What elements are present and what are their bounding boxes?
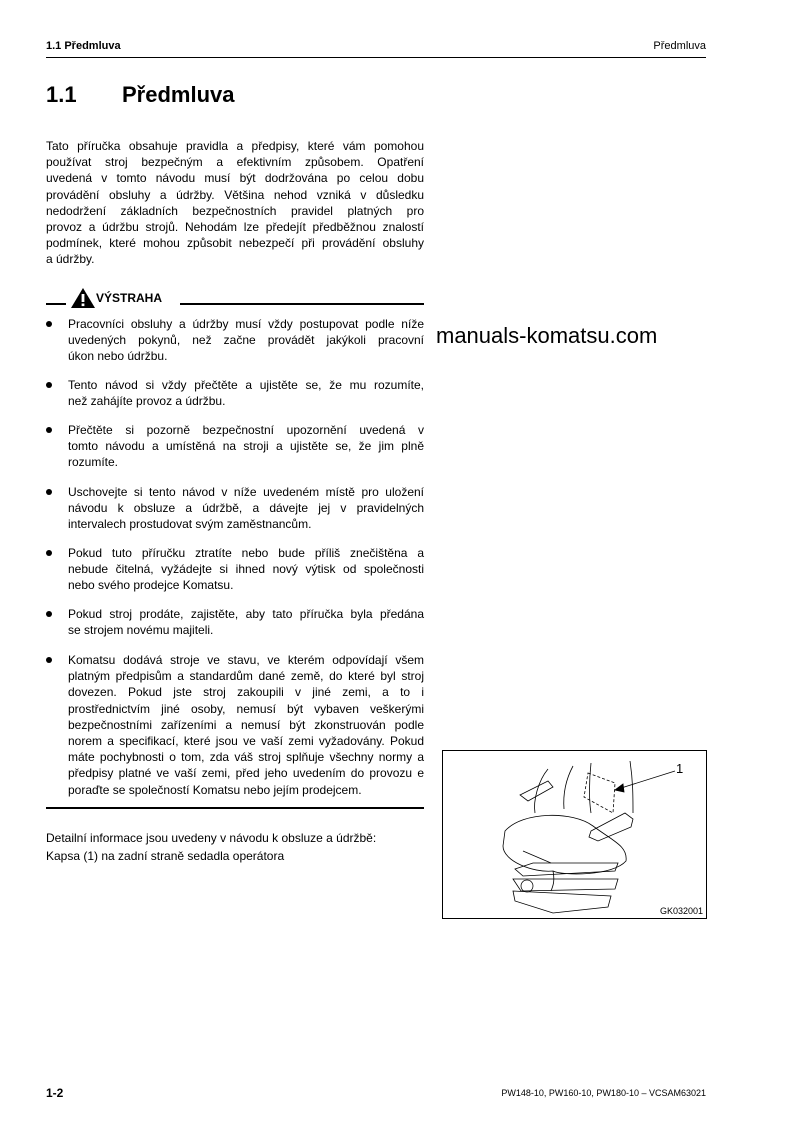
warning-bullet	[46, 422, 424, 471]
text-line: nedodržení základních bezpečnostních pravidel platných pro	[46, 203, 424, 218]
figure-callout: 1	[676, 761, 684, 776]
text-line: norem a specifikací, které jsou ve vaší zemi vyžadovány. Pokud	[68, 734, 424, 749]
warning-rule-left	[46, 303, 66, 305]
bullet-dot-icon	[46, 611, 52, 617]
title-number: 1.1	[46, 82, 77, 107]
text-line: Tato příručka obsahuje pravidla a předpisy, které vám pomohou	[46, 139, 424, 153]
operator-seat-illustration	[443, 751, 706, 918]
text-line: uvedených pokynů, než začne provádět jakýkoli pracovní	[68, 333, 424, 348]
text-line: rozumíte.	[68, 455, 119, 470]
warning-bullet	[46, 652, 424, 798]
text-line: Komatsu dodává stroje ve stavu, ve kterém odpovídají všem	[68, 653, 424, 667]
text-line: podmínek, které mohou způsobit nebezpečí při provádění obsluhy	[46, 236, 424, 251]
text-line: tomto návodu a umístěná na stroji a ujistěte se, že jim plně	[68, 439, 424, 454]
text-line: uvedená v tomto návodu musí být dodržována po celou dobu	[46, 171, 424, 186]
text-line: provoz a údržbu strojů. Nehodám lze předejít předběžnou znalostí	[46, 220, 424, 235]
text-line: Uschovejte si tento návod v níže uvedeném místě pro uložení	[68, 485, 424, 499]
title-text: Předmluva	[122, 82, 235, 107]
detail-paragraph	[46, 829, 376, 865]
text-line: Pokud stroj prodáte, zajistěte, aby tato příručka byla předána	[68, 607, 424, 621]
text-line: intervalech prostudovat svým zaměstnancům.	[68, 517, 312, 532]
warning-label: VÝSTRAHA	[96, 291, 163, 305]
bullet-dot-icon	[46, 382, 52, 388]
text-line: Tento návod si vždy přečtěte a ujistěte se, že mu rozumíte,	[68, 378, 424, 392]
text-line: Přečtěte si pozorně bezpečnostní upozornění uvedená v	[68, 423, 424, 437]
warning-triangle-icon	[70, 287, 96, 309]
text-line: platným předpisům a standardům dané země, do které byl stroj	[68, 669, 424, 684]
warning-bullet	[46, 316, 424, 365]
text-line: se strojem novému majiteli.	[68, 623, 214, 638]
warning-bullet	[46, 377, 424, 409]
figure-code: GK032001	[659, 906, 703, 916]
text-line: Pracovníci obsluhy a údržby musí vždy postupovat podle níže	[68, 317, 424, 331]
warning-bullet	[46, 484, 424, 533]
text-line: máte pochybnosti o tom, zda váš stroj splňuje všechny normy a	[68, 750, 424, 765]
text-line: prostřednictvím jiné osoby, nemusí být vybaven veškerými	[68, 701, 424, 716]
header-section: 1.1 Předmluva	[46, 40, 121, 52]
header-right: Předmluva	[653, 40, 706, 52]
text-line: úkon nebo údržbu.	[68, 349, 168, 364]
warning-end-rule	[46, 807, 424, 809]
text-line: poraďte se společností Komatsu nebo jejím prodejcem.	[68, 782, 362, 797]
footer-models: PW148-10, PW160-10, PW180-10 – VCSAM63021	[501, 1088, 706, 1098]
text-line: provádění obsluhy a údržby. Většina nehod vzniká v důsledku	[46, 187, 424, 202]
page-number: 1-2	[46, 1086, 64, 1100]
text-line: předpisy platné ve vaší zemi, před jeho uvedením do provozu e	[68, 766, 424, 781]
warning-rule-right	[180, 303, 424, 305]
text-line: Pokud tuto příručku ztratíte nebo bude příliš znečištěna a	[68, 546, 424, 560]
warning-bullet	[46, 606, 424, 638]
text-line: bezpečnostními zařízeními a nemusí být zkonstruován podle	[68, 717, 424, 732]
warning-heading	[46, 290, 424, 310]
text-line: dovezen. Pokud jste stroj zakoupili v jiné zemi, a to i	[68, 685, 424, 700]
text-line: Kapsa (1) na zadní straně sedadla operátora	[46, 849, 285, 863]
bullet-dot-icon	[46, 321, 52, 327]
bullet-dot-icon	[46, 657, 52, 663]
warning-bullet	[46, 545, 424, 594]
page-title	[46, 82, 235, 108]
text-line: návodu k obsluze a údržbě, a dávejte jej v pravidelných	[68, 501, 424, 516]
text-line: nebude čitelná, vyžádejte si ihned nový výtisk od společnosti	[68, 562, 424, 577]
header-rule	[46, 57, 706, 58]
text-line: nebo svého prodejce Komatsu.	[68, 578, 234, 593]
bullet-dot-icon	[46, 427, 52, 433]
text-line: než zahájíte provoz a údržbu.	[68, 394, 226, 409]
bullet-dot-icon	[46, 550, 52, 556]
text-line: používat stroj bezpečným a efektivním způsobem. Opatření	[46, 155, 424, 170]
watermark: manuals-komatsu.com	[436, 323, 658, 348]
intro-paragraph	[46, 138, 424, 268]
text-line: a údržby.	[46, 252, 95, 267]
seat-figure	[442, 750, 707, 919]
bullet-dot-icon	[46, 489, 52, 495]
text-line: Detailní informace jsou uvedeny v návodu k obsluze a údržbě:	[46, 831, 377, 845]
